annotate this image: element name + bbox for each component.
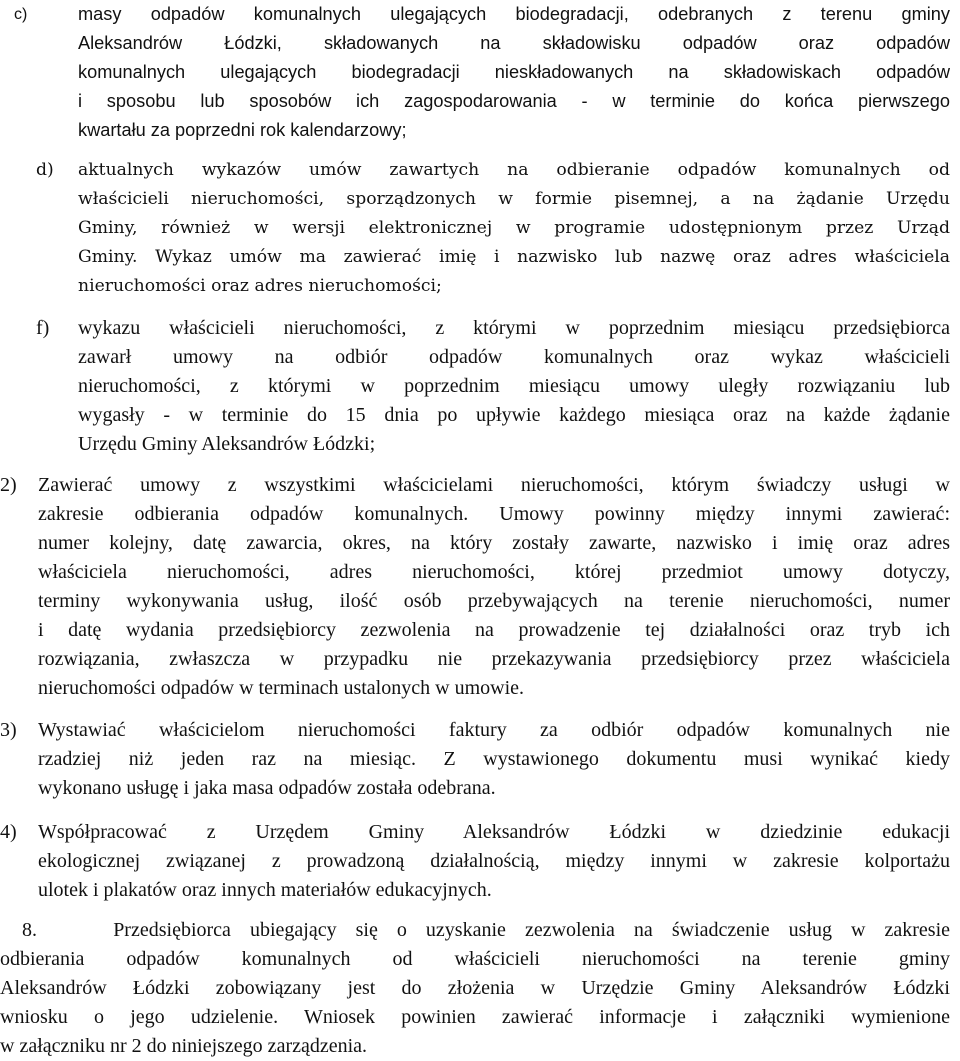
item-label: 2) (0, 474, 17, 496)
item-text (38, 471, 950, 703)
item-text (78, 0, 950, 145)
text-line: w załączniku nr 2 do niniejszego zarządzenia. (0, 1035, 368, 1057)
text-line: właściciela nieruchomości, adres nieruchomości, której przedmiot umowy dotyczy, (38, 561, 950, 583)
section-text (0, 916, 950, 1061)
text-line: wygasły - w terminie do 15 dnia po upływie każdego miesiąca oraz na każde żądanie (78, 404, 950, 426)
item-label: 3) (0, 719, 17, 741)
item-text (38, 818, 950, 905)
text-line: kwartału za poprzedni rok kalendarzowy; (78, 120, 407, 140)
text-line: wniosku o jego udzielenie. Wniosek powinien zawierać informacje i załączniki wymienione (0, 1006, 950, 1028)
item-label: 4) (0, 821, 17, 843)
text-line-first (0, 916, 950, 945)
text-line: ekologicznej związanej z prowadzoną działalnością, między innymi w zakresie kolportażu (38, 850, 950, 872)
text-line: komunalnych ulegających biodegradacji nieskładowanych na składowiskach odpadów (78, 62, 950, 82)
text-line: ulotek i plakatów oraz innych materiałów edukacyjnych. (38, 879, 492, 901)
text-line: Aleksandrów Łódzki, składowanych na składowisku odpadów oraz odpadów (78, 33, 950, 53)
text-line: aktualnych wykazów umów zawartych na odbieranie odpadów komunalnych od (78, 160, 950, 180)
text-line: Aleksandrów Łódzki zobowiązany jest do złożenia w Urzędzie Gminy Aleksandrów Łódzki (0, 977, 950, 999)
text-line: Gminy. Wykaz umów ma zawierać imię i nazwisko lub nazwę oraz adres właściciela (78, 247, 950, 267)
text-line: Gminy, również w wersji elektronicznej w programie udostępnionym przez Urząd (78, 218, 950, 238)
text-line: rzadziej niż jeden raz na miesiąc. Z wystawionego dokumentu musi wynikać kiedy (38, 748, 950, 770)
text-line: właścicieli nieruchomości, sporządzonych w formie pisemnej, a na żądanie Urzędu (78, 189, 950, 209)
text-line: Współpracować z Urzędem Gminy Aleksandrów Łódzki w dziedzinie edukacji (38, 821, 950, 843)
text-line: terminy wykonywania usług, ilość osób przebywających na terenie nieruchomości, numer (38, 590, 950, 612)
text-line: zawarł umowy na odbiór odpadów komunalnych oraz wykaz właścicieli (78, 346, 950, 368)
section-number: 8. (22, 919, 37, 941)
item-label: d) (36, 160, 54, 180)
item-label: f) (36, 317, 50, 339)
text-line: Zawierać umowy z wszystkimi właścicielami nieruchomości, którym świadczy usługi w (38, 474, 950, 496)
item-text (78, 314, 950, 459)
text-line: Wystawiać właścicielom nieruchomości faktury za odbiór odpadów komunalnych nie (38, 719, 950, 741)
text-line: wykonano usługę i jaka masa odpadów została odebrana. (38, 777, 496, 799)
text-line: Urzędu Gminy Aleksandrów Łódzki; (78, 433, 376, 455)
text-line: rozwiązania, zwłaszcza w przypadku nie przekazywania przedsiębiorcy przez właściciela (38, 648, 950, 670)
text-line: zakresie odbierania odpadów komunalnych. Umowy powinny między innymi zawierać: (38, 503, 950, 525)
text-line: numer kolejny, datę zawarcia, okres, na który zostały zawarte, nazwisko i imię oraz adres (38, 532, 950, 554)
text-line: odbierania odpadów komunalnych od właścicieli nieruchomości na terenie gminy (0, 948, 950, 970)
text-line: masy odpadów komunalnych ulegających biodegradacji, odebranych z terenu gminy (78, 4, 950, 24)
text-line: i datę wydania przedsiębiorcy zezwolenia na prowadzenie tej działalności oraz tryb ich (38, 619, 950, 641)
section-first-line: Przedsiębiorca ubiegający się o uzyskanie zezwolenia na świadczenie usług w zakresie (113, 919, 950, 941)
text-line: nieruchomości oraz adres nieruchomości; (78, 276, 442, 296)
item-label: c) (14, 6, 28, 23)
text-line: i sposobu lub sposobów ich zagospodarowania - w terminie do końca pierwszego (78, 91, 950, 111)
text-line: wykazu właścicieli nieruchomości, z którymi w poprzednim miesiącu przedsiębiorca (78, 317, 950, 339)
item-text (78, 156, 950, 301)
text-line: nieruchomości, z którymi w poprzednim miesiącu umowy uległy rozwiązaniu lub (78, 375, 950, 397)
item-text (38, 716, 950, 803)
text-line: nieruchomości odpadów w terminach ustalonych w umowie. (38, 677, 524, 699)
